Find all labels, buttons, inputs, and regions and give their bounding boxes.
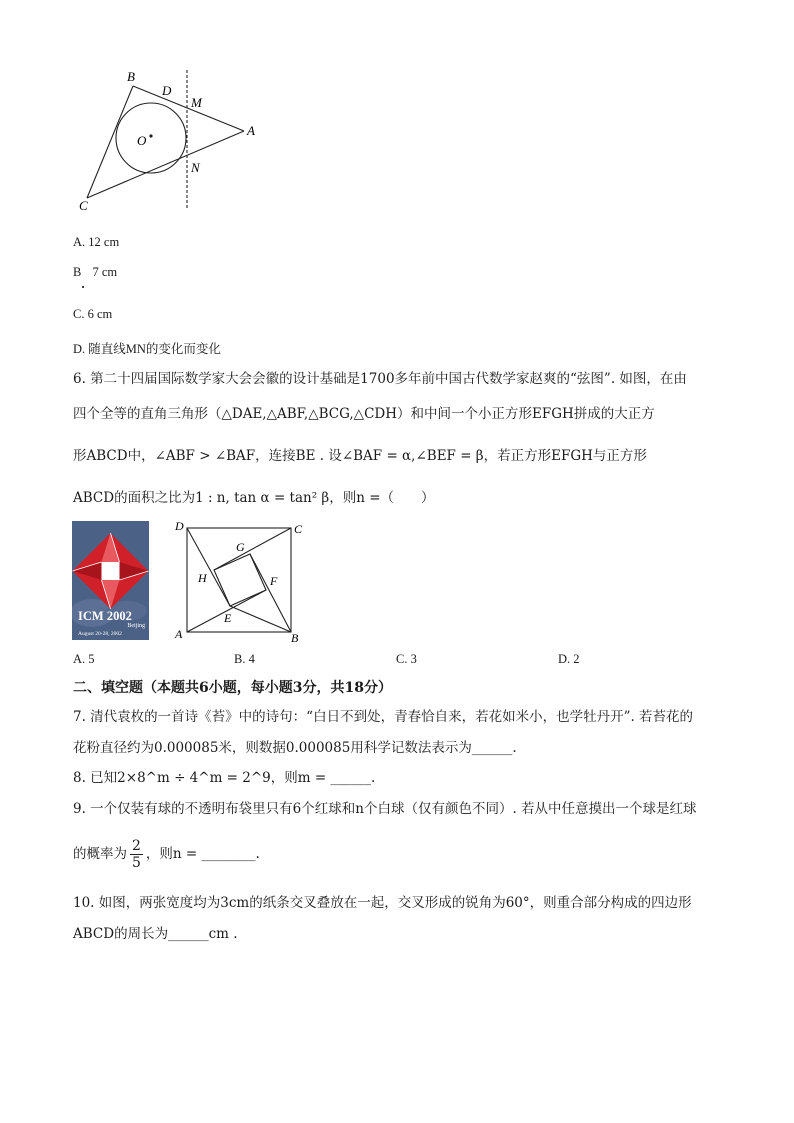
q9-line-1: 9. 一个仅装有球的不透明布袋里只有6个红球和n个白球（仅有颜色不同）. 若从中任意摸出一个球是红球 bbox=[73, 801, 697, 817]
incircle bbox=[116, 103, 186, 173]
label-d: D bbox=[175, 519, 184, 533]
q9-prefix: 的概率为 bbox=[73, 846, 127, 862]
label-m: M bbox=[191, 95, 202, 110]
label-n: N bbox=[191, 160, 200, 175]
label-a: A bbox=[247, 123, 255, 138]
label-g: G bbox=[236, 540, 245, 554]
label-f: F bbox=[270, 574, 278, 588]
small-square-efgh bbox=[214, 554, 266, 606]
icm-logo bbox=[72, 521, 149, 640]
segment-cg bbox=[214, 528, 291, 570]
q5-option-a: A. 12 cm bbox=[73, 235, 120, 249]
q5-option-c: C. 6 cm bbox=[73, 307, 113, 321]
segment-dh bbox=[187, 528, 230, 606]
logo-city: Beijing bbox=[127, 623, 145, 629]
q9-numerator: 2 bbox=[132, 837, 141, 854]
q7-line-2: 花粉直径约为0.000085米，则数据0.000085用科学记数法表示为______. bbox=[73, 740, 517, 756]
q6-option-a: A. 5 bbox=[73, 652, 95, 666]
segment-be bbox=[230, 606, 291, 632]
q6-option-c: C. 3 bbox=[396, 652, 417, 666]
q10-line-1: 10. 如图，两张宽度均为3cm的纸条交叉叠放在一起，交叉形成的锐角为60°，则重合部分构成的四边形 bbox=[73, 895, 692, 911]
q9-fraction bbox=[130, 838, 143, 871]
label-c: C bbox=[294, 522, 303, 536]
label-b: B bbox=[291, 631, 299, 645]
q6-figure bbox=[172, 518, 307, 645]
q9-denominator: 5 bbox=[132, 854, 141, 871]
q5-figure bbox=[70, 65, 270, 215]
q6-option-b: B. 4 bbox=[234, 652, 255, 666]
q6-line-4: ABCD的面积之比为1 : n, tan α = tan² β，则n =（ ） bbox=[73, 490, 435, 506]
logo-title: ICM 2002 bbox=[78, 609, 132, 623]
q5-option-b bbox=[73, 265, 117, 280]
section-title: 二、填空题（本题共6小题，每小题3分，共18分） bbox=[73, 680, 392, 696]
q9-line-2 bbox=[73, 834, 260, 874]
q9-suffix: ，则n = ________. bbox=[145, 846, 260, 862]
q5-option-d: D. 随直线MN的变化而变化 bbox=[73, 342, 221, 356]
label-o: O bbox=[137, 133, 147, 148]
label-c: C bbox=[79, 198, 88, 213]
q10-line-2: ABCD的周长为______cm . bbox=[73, 926, 238, 942]
q8-text: 8. 已知2×8^m ÷ 4^m = 2^9，则m = ______. bbox=[73, 770, 376, 786]
label-b: B bbox=[127, 69, 135, 84]
label-d: D bbox=[162, 83, 172, 98]
q6-line-2: 四个全等的直角三角形（△DAE,△ABF,△BCG,△CDH）和中间一个小正方形EFGH拼成的大正方 bbox=[73, 406, 655, 422]
label-h: H bbox=[198, 571, 207, 585]
q6-option-d: D. 2 bbox=[558, 652, 580, 666]
q6-line-1: 6. 第二十四届国际数学家大会会徽的设计基础是1700多年前中国古代数学家赵爽的“弦图”. 如图，在由 bbox=[73, 371, 687, 387]
stray-dot bbox=[82, 286, 84, 288]
q5-option-b-letter: B bbox=[73, 265, 82, 279]
center-o bbox=[149, 134, 152, 137]
q7-line-1: 7. 清代袁枚的一首诗《苔》中的诗句：“白日不到处，青春恰自来，若花如米小，也学牡丹开”. 若苔花的 bbox=[73, 709, 694, 725]
logo-dates: August 20-28, 2002 bbox=[78, 631, 122, 637]
side-ba bbox=[133, 86, 244, 131]
q6-line-3: 形ABCD中，∠ABF > ∠BAF，连接BE . 设∠BAF = α,∠BEF = β，若正方形EFGH与正方形 bbox=[73, 448, 647, 464]
segment-bf bbox=[250, 554, 291, 632]
q5-option-b-value: 7 cm bbox=[92, 265, 118, 279]
label-a: A bbox=[175, 627, 183, 641]
label-e: E bbox=[224, 611, 232, 625]
